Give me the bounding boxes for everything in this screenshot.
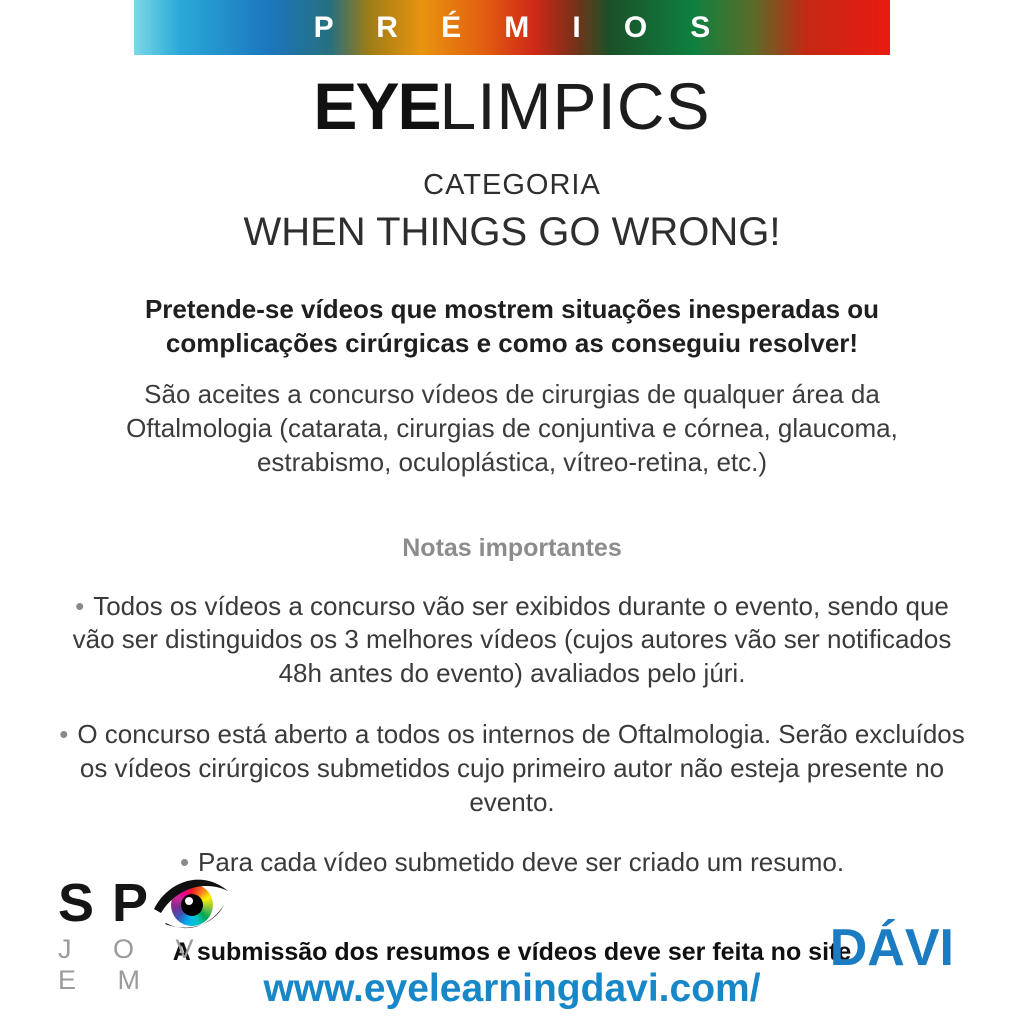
- submission-note: A submissão dos resumos e vídeos deve ser feita no site: [172, 938, 852, 967]
- davi-logo: DÁVI: [829, 919, 954, 977]
- note-text: Todos os vídeos a concurso vão ser exibidos durante o evento, sendo que vão ser distinguidos os 3 melhores vídeos (cujos autores vão ser notificados 48h antes do evento) avaliados pelo júri.: [72, 590, 952, 689]
- intro-body: São aceites a concurso vídeos de cirurgias de qualquer área da Oftalmologia (catarata, cirurgias de conjuntiva e córnea, glaucoma, estrabismo, oculoplástica, vítreo-retina, etc.): [126, 378, 898, 478]
- note-text: Para cada vídeo submetido deve ser criado um resumo.: [198, 847, 845, 878]
- category-name: WHEN THINGS GO WRONG!: [243, 210, 781, 254]
- banner-title: P R É M I O S: [313, 10, 728, 44]
- spo-logo-row: [58, 872, 248, 934]
- premios-banner: [134, 0, 890, 55]
- eye-lids-icon: [152, 873, 230, 933]
- spo-subtitle: J O V E M: [58, 934, 211, 995]
- bullet-icon: •: [179, 847, 190, 878]
- eye-icon: [152, 873, 230, 933]
- spo-letter-s: S: [58, 873, 95, 933]
- list-item: [59, 590, 965, 691]
- bullet-icon: •: [75, 590, 85, 621]
- notes-heading: Notas importantes: [402, 533, 622, 562]
- note-text: O concurso está aberto a todos os internos de Oftalmologia. Serão excluídos os vídeos cirúrgicos submetidos cujo primeiro autor não esteja presente no evento.: [77, 718, 965, 817]
- spo-jovem-logo: [58, 872, 248, 996]
- bullet-icon: •: [59, 718, 69, 749]
- event-title-light: LIMPICS: [439, 69, 711, 143]
- list-item: [59, 718, 965, 819]
- category-label: CATEGORIA: [423, 169, 601, 201]
- submission-url-link[interactable]: www.eyelearningdavi.com/: [263, 967, 761, 1011]
- spo-letter-p: P: [112, 873, 149, 933]
- intro-lead: Pretende-se vídeos que mostrem situações inesperadas ou complicações cirúrgicas e como as conseguiu resolver!: [144, 294, 880, 358]
- event-title-bold: EYE: [313, 69, 440, 143]
- event-title: [0, 69, 1024, 143]
- notes-list: [59, 590, 965, 881]
